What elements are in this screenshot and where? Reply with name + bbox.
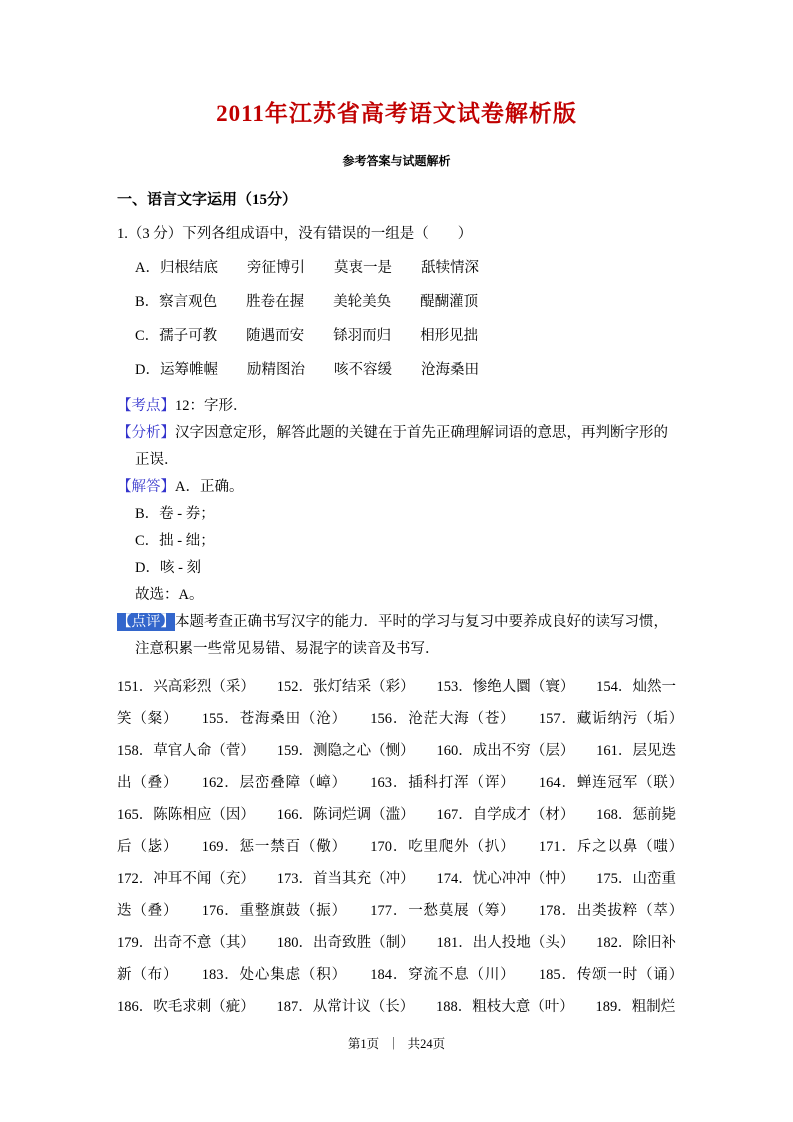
option-c: C．孺子可教 随遇而安 铩羽而归 相形见拙 [135, 328, 479, 344]
option-b: B．察言观色 胜卷在握 美轮美奂 醍醐灌顶 [135, 294, 479, 310]
jieda-detail-c: C．拙 - 绌； [135, 533, 215, 549]
page-footer [0, 1034, 793, 1052]
fenxi-line [117, 420, 676, 474]
footer-separator: ｜ [387, 1037, 400, 1051]
dianping-tag-label: 【点评】 [117, 614, 175, 630]
section-heading: 一、语言文字运用（15分） [117, 192, 298, 208]
fenxi-tag-label: 【分析】 [117, 425, 175, 441]
option-a: A．归根结底 旁征博引 莫衷一是 舐犊情深 [135, 260, 479, 276]
kaodian-text: 12：字形． [175, 398, 248, 414]
footer-total-pages: 共24页 [407, 1037, 446, 1051]
page-title: 2011年江苏省高考语文试卷解析版 [216, 101, 577, 126]
jieda-line [117, 474, 676, 501]
jieda-tag-label: 【解答】 [117, 479, 175, 495]
question-stem: 1.（3 分）下列各组成语中，没有错误的一组是（ ） [117, 226, 473, 242]
question-options [117, 251, 676, 387]
footer-current-page: 第1页 [347, 1037, 380, 1051]
dianping-line [117, 609, 676, 663]
jieda-detail-b: B．卷 - 券； [135, 506, 215, 522]
page-subtitle: 参考答案与试题解析 [342, 154, 451, 168]
jieda-conclusion: 故选：A。 [135, 587, 204, 603]
dianping-text: 本题考查正确书写汉字的能力．平时的学习与复习中要养成良好的读写习惯，注意积累一些常见易错、易混字的读音及书写． [135, 614, 668, 657]
jieda-detail-d: D．咳 - 刻 [135, 560, 202, 576]
option-d: D．运筹帷幄 励精图治 咳不容缓 沧海桑田 [135, 362, 479, 378]
kaodian-line [117, 393, 676, 420]
fenxi-text: 汉字因意定形，解答此题的关键在于首先正确理解词语的意思，再判断字形的正误． [135, 425, 668, 468]
jieda-text: A．正确。 [175, 479, 244, 495]
word-list: 151．兴高彩烈（采） 152．张灯结采（彩） 153．惨绝人圜（寰） 154．灿然一笑（粲） 155．苍海桑田（沧） 156．沧茫大海（苍） 157．藏诟纳污（垢） 158．草官人命（菅） 159．测隐之心（恻） 160．成出不穷（层） 161．层见迭出（叠） 162．层峦叠障（嶂） 163．插科打浑（诨） 164．蝉连冠军（联） 165．陈陈相应（因） 166．陈词烂调（滥） 167．自学成才（材） 168．惩前毙后（毖） 169．惩一禁百（儆） 170．吃里爬外（扒） 171．斥之以鼻（嗤） 172．冲耳不闻（充） 173．首当其充（冲） 174．忧心冲冲（忡） 175．山峦重迭（叠） 176．重整旗鼓（振） 177．一愁莫展（筹） 178．出类拔粹（萃） 179．出奇不意（其） 180．出奇致胜（制） 181．出人投地（头） 182．除旧补新（布） 183．处心集虑（积） 184．穿流不息（川） 185．传颂一时（诵） 186．吹毛求刺（疵） 187．从常计议（长） 188．粗枝大意（叶） 189．粗制烂 [117, 679, 705, 1015]
analysis-block [117, 393, 676, 663]
kaodian-tag-label: 【考点】 [117, 398, 175, 414]
